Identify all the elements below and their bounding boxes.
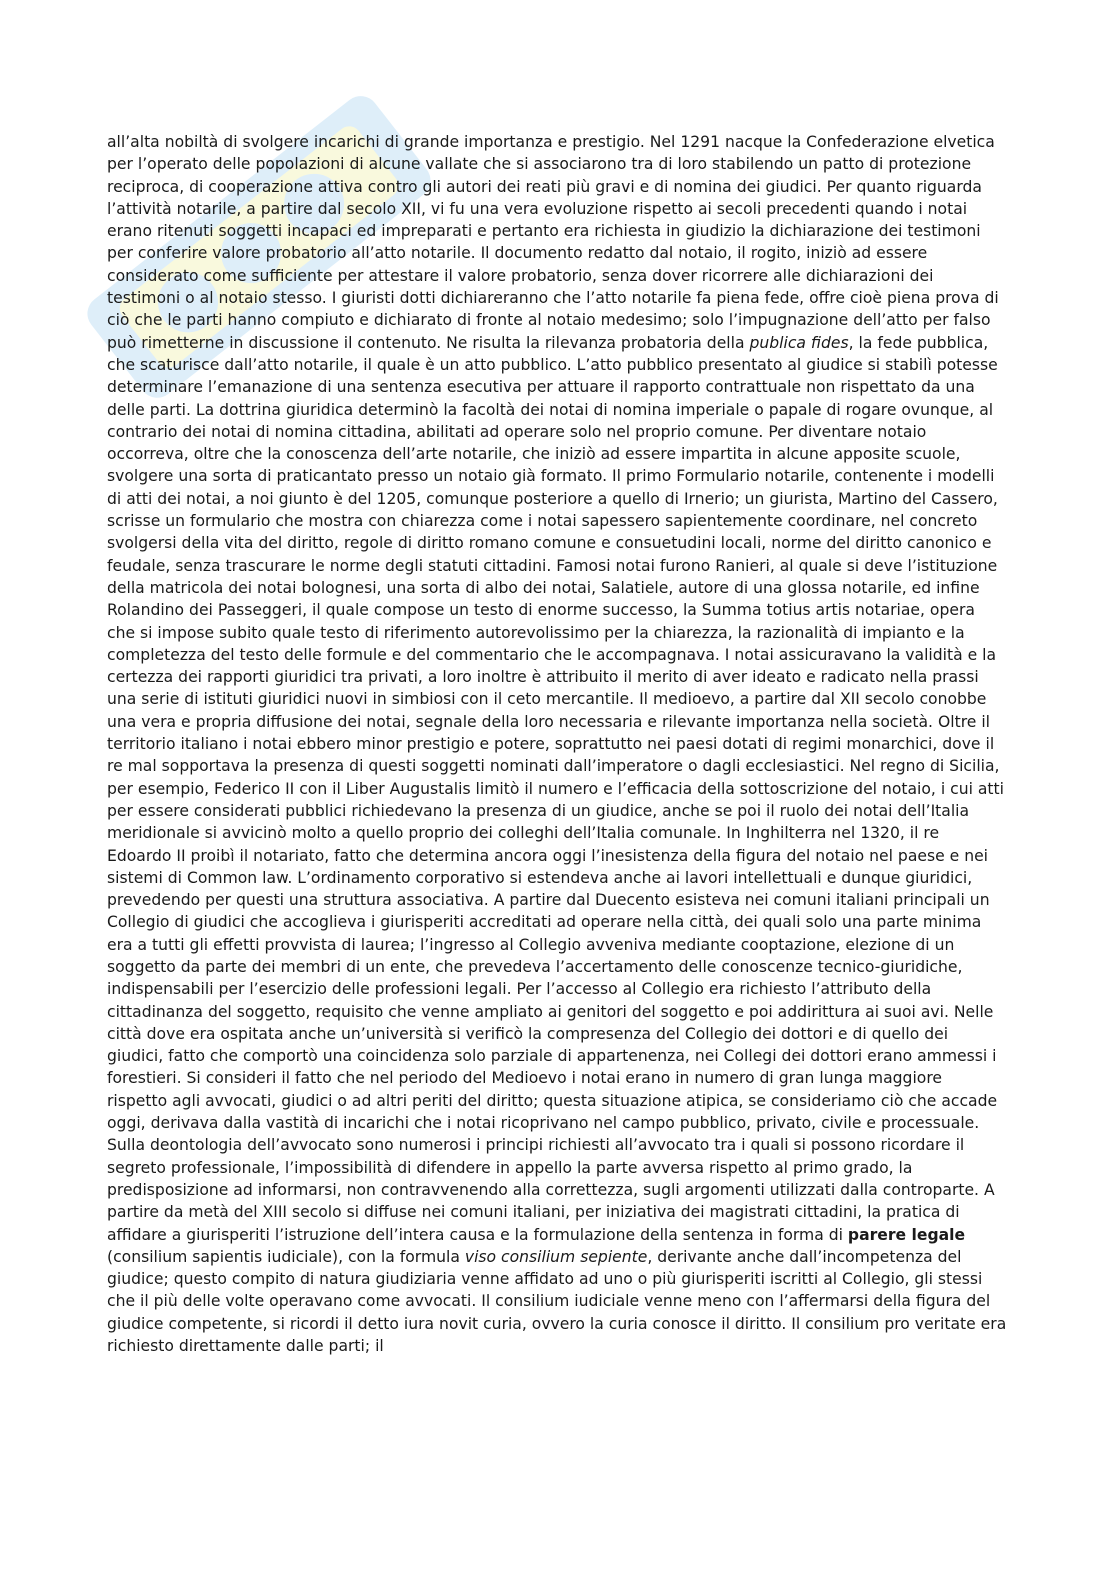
body-text-italic: viso consilium sepiente [464,1247,648,1266]
body-text-segment: , la fede pubblica, che scaturisce dall’atto notarile, il quale è un atto pubblico. L’atto pubblico presentato al giudice si stabilì potesse determinare l’emanazione di una sentenza esecutiva per attuare il rapporto contrattuale non rispettato da una delle parti. La dottrina giuridica determinò la facoltà dei notai di nomina imperiale o papale di rogare ovunque, al contrario dei notai di nomina cittadina, abilitati ad operare solo nel proprio comune. Per diventare notaio occorreva, oltre che la conoscenza dell’arte notarile, che iniziò ad essere impartita in alcune apposite scuole, svolgere una sorta di praticantato presso un notaio già formato. Il primo Formulario notarile, contenente i modelli di atti dei notai, a noi giunto è del 1205, comunque posteriore a quello di Irnerio; un giurista, Martino del Cassero, scrisse un formulario che mostra con chiarezza come i notai sapessero sapientemente coordinare, nel concreto svolgersi della vita del diritto, regole di diritto romano comune e consuetudini locali, norme del diritto canonico e feudale, senza trascurare le norme degli statuti cittadini. Famosi notai furono Ranieri, al quale si deve l’istituzione della matricola dei notai bolognesi, una sorta di albo dei notai, Salatiele, autore di una glossa notarile, ed infine Rolandino dei Passeggeri, il quale compose un testo di enorme successo, la Summa totius artis notariae, opera che si impose subito quale testo di riferimento autorevolissimo per la chiarezza, la razionalità di impianto e la completezza del testo delle formule e del commentario che le accompagnava. I notai assicuravano la validità e la certezza dei rapporti giuridici tra privati, a loro inoltre è attribuito il merito di aver ideato e radicato nella prassi una serie di istituti giuridici nuovi in simbiosi con il ceto mercantile. Il medioevo, a partire dal XII secolo conobbe una vera e propria diffusione dei notai, segnale della loro necessaria e rilevante importanza nella società. Oltre il territorio italiano i notai ebbero minor prestigio e potere, soprattutto nei paesi dotati di regimi monarchici, dove il re mal sopportava la presenza di questi soggetti nominati dall’imperatore o dagli ecclesiastici. Nel regno di Sicilia, per esempio, Federico II con il Liber Augustalis limitò il numero e l’efficacia della sottoscrizione del notaio, i cui atti per essere considerati pubblici richiedevano la presenza di un giudice, anche se poi il ruolo dei notai dell’Italia meridionale si avvicinò molto a quello proprio dei colleghi dell’Italia comunale. In Inghilterra nel 1320, il re Edoardo II proibì il notariato, fatto che determina ancora oggi l’inesistenza della figura del notaio nel paese e nei sistemi di Common law. L’ordinamento corporativo si estendeva anche ai lavori intellettuali e dunque giuridici, prevedendo per questi una struttura associativa. A partire dal Duecento esisteva nei comuni italiani principali un Collegio di giudici che accoglieva i giurisperiti accreditati ad operare nella città, dei quali solo una parte minima era a tutti gli effetti provvista di laurea; l’ingresso al Collegio avveniva mediante cooptazione, elezione di un soggetto da parte dei membri di un ente, che prevedeva l’accertamento delle conoscenze tecnico-giuridiche, indispensabili per l’esercizio delle professioni legali. Per l’accesso al Collegio era richiesto l’attributo della cittadinanza del soggetto, requisito che venne ampliato ai genitori del soggetto e poi addirittura ai suoi avi. Nelle città dove era ospitata anche un’università si verificò la compresenza del Collegio dei dottori e di quello dei giudici, fatto che comportò una coincidenza solo parziale di appartenenza, nei Collegi dei dottori erano ammessi i forestieri. Si consideri il fatto che nel periodo del Medioevo i notai erano in numero di gran lunga maggiore rispetto agli avvocati, giudici o ad altri periti del diritto; questa situazione atipica, se consideriamo ciò che accade oggi, derivava dalla vastità di incarichi che i notai ricoprivano nel campo pubblico, privato, civile e processuale. Sulla deontologia dell’avvocato sono numerosi i principi richiesti all’avvocato tra i quali si possono ricordare il segreto professionale, l’impossibilità di difendere in appello la parte avversa rispetto al primo grado, la predisposizione ad informarsi, non contravvenendo alla correttezza, sugli argomenti utilizzati dalla controparte. A partire da metà del XIII secolo si diffuse nei comuni italiani, per iniziativa dei magistrati cittadini, la pratica di affidare a giurisperiti l’istruzione dell’intera causa e la formulazione della sentenza in forma di [107,333,1004,1244]
body-text-italic: publica fides [749,333,849,352]
body-text-bold: parere legale [847,1225,966,1244]
body-text-segment: , derivante anche dall’incompetenza del giudice; questo compito di natura giudiziaria venne affidato ad uno o più giurisperiti iscritti al Collegio, gli stessi che il più delle volte operavano come avvocati. Il consilium iudiciale venne meno con l’affermarsi della figura del giudice competente, si ricordi il detto iura novit curia, ovvero la curia conosce il diritto. Il consilium pro veritate era richiesto direttamente dalle parti; il [107,1247,1007,1356]
body-text-segment: all’alta nobiltà di svolgere incarichi di grande importanza e prestigio. Nel 1291 nacque la Confederazione elvetica per l’operato delle popolazioni di alcune vallate che si associarono tra di loro stabilendo un patto di protezione reciproca, di cooperazione attiva contro gli autori dei reati più gravi e di nomina dei giudici. Per quanto riguarda l’attività notarile, a partire dal secolo XII, vi fu una vera evoluzione rispetto ai secoli precedenti quando i notai erano ritenuti soggetti incapaci ed impreparati e pertanto era richiesta in giudizio la dichiarazione dei testimoni per conferire valore probatorio all’atto notarile. Il documento redatto dal notaio, il rogito, iniziò ad essere considerato come sufficiente per attestare il valore probatorio, senza dover ricorrere alle dichiarazioni dei testimoni o al notaio stesso. I giuristi dotti dichiareranno che l’atto notarile fa piena fede, offre cioè piena prova di ciò che le parti hanno compiuto e dichiarato di fronte al notaio medesimo; solo l’impugnazione dell’atto per falso può rimetterne in discussione il contenuto. Ne risulta la rilevanza probatoria della [107,133,999,352]
body-text-segment: (consilium sapientis iudiciale), con la formula [107,1247,465,1266]
document-body [107,131,1007,1357]
